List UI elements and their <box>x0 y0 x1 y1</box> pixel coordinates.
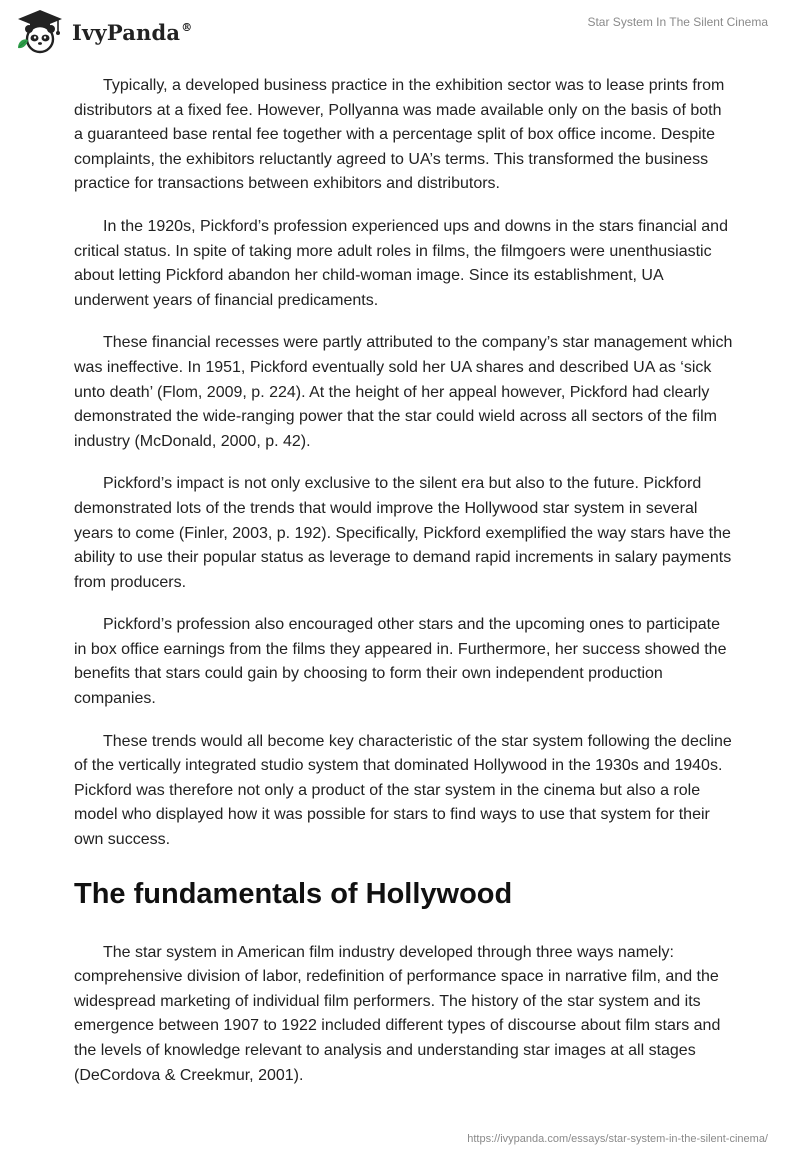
trademark-symbol: ® <box>181 20 193 34</box>
brand-name <box>72 20 192 45</box>
paragraph: Pickford’s impact is not only exclusive to the silent era but also to the future. Pickford demonstrated lots of the trends that would improve the Hollywood star system in several years to come (Finler, 2003, p. 192). Specifically, Pickford exemplified the way stars have the ability to use their popular status as leverage to demand rapid increments in salary payments from producers. <box>74 475 732 591</box>
document-title: Star System In The Silent Cinema <box>587 15 768 29</box>
paragraph: In the 1920s, Pickford’s profession experienced ups and downs in the stars financial and critical status. In spite of taking more adult roles in films, the filmgoers were unenthusiastic about letting Pickford abandon her child-woman image. Since its establishment, UA underwent years of financial predicaments. <box>74 217 728 309</box>
paragraph: The star system in American film industry developed through three ways namely: comprehensive division of labor, redefinition of performance space in narrative film, and the widespread marketing of individual film performers. The history of the star system and its emergence between 1907 to 1922 included different types of discourse about film stars and the levels of knowledge relevant to analysis and understanding star images at all stages (DeCordova & Creekmur, 2001). <box>74 943 721 1084</box>
brand-name-text: IvyPanda <box>72 19 181 45</box>
paragraph: Typically, a developed business practice in the exhibition sector was to lease prints from distributors at a fixed fee. However, Pollyanna was made available only on the basis of both a guaranteed base rental fee together with a percentage split of box office income. Despite complaints, the exhibitors reluctantly agreed to UA’s terms. This transformed the business practice for transactions between exhibitors and distributors. <box>74 77 725 193</box>
ivypanda-logo[interactable] <box>14 8 192 56</box>
paragraph: Pickford’s profession also encouraged other stars and the upcoming ones to participate in box office earnings from the films they appeared in. Furthermore, her success showed the benefits that stars could gain by choosing to form their own independent production companies. <box>74 616 727 708</box>
page-header <box>0 0 800 64</box>
panda-graduate-icon <box>14 8 66 56</box>
paragraph: These financial recesses were partly attributed to the company’s star management which was ineffective. In 1951, Pickford eventually sold her UA shares and described UA as ‘sick unto death’ (Flom, 2009, p. 224). At the height of her appeal however, Pickford had clearly demonstrated the wide-ranging power that the star could wield across all sectors of the film industry (McDonald, 2000, p. 42). <box>74 334 733 450</box>
paragraph: These trends would all become key characteristic of the star system following the decline of the vertically integrated studio system that dominated Hollywood in the 1930s and 1940s. Pickford was therefore not only a product of the star system in the cinema but also a role model who displayed how it was possible for stars to find ways to use that system for their own success. <box>74 732 732 849</box>
section-heading: The fundamentals of Hollywood <box>74 877 513 910</box>
source-url[interactable]: https://ivypanda.com/essays/star-system-in-the-silent-cinema/ <box>467 1133 768 1145</box>
essay-body <box>74 74 734 1106</box>
